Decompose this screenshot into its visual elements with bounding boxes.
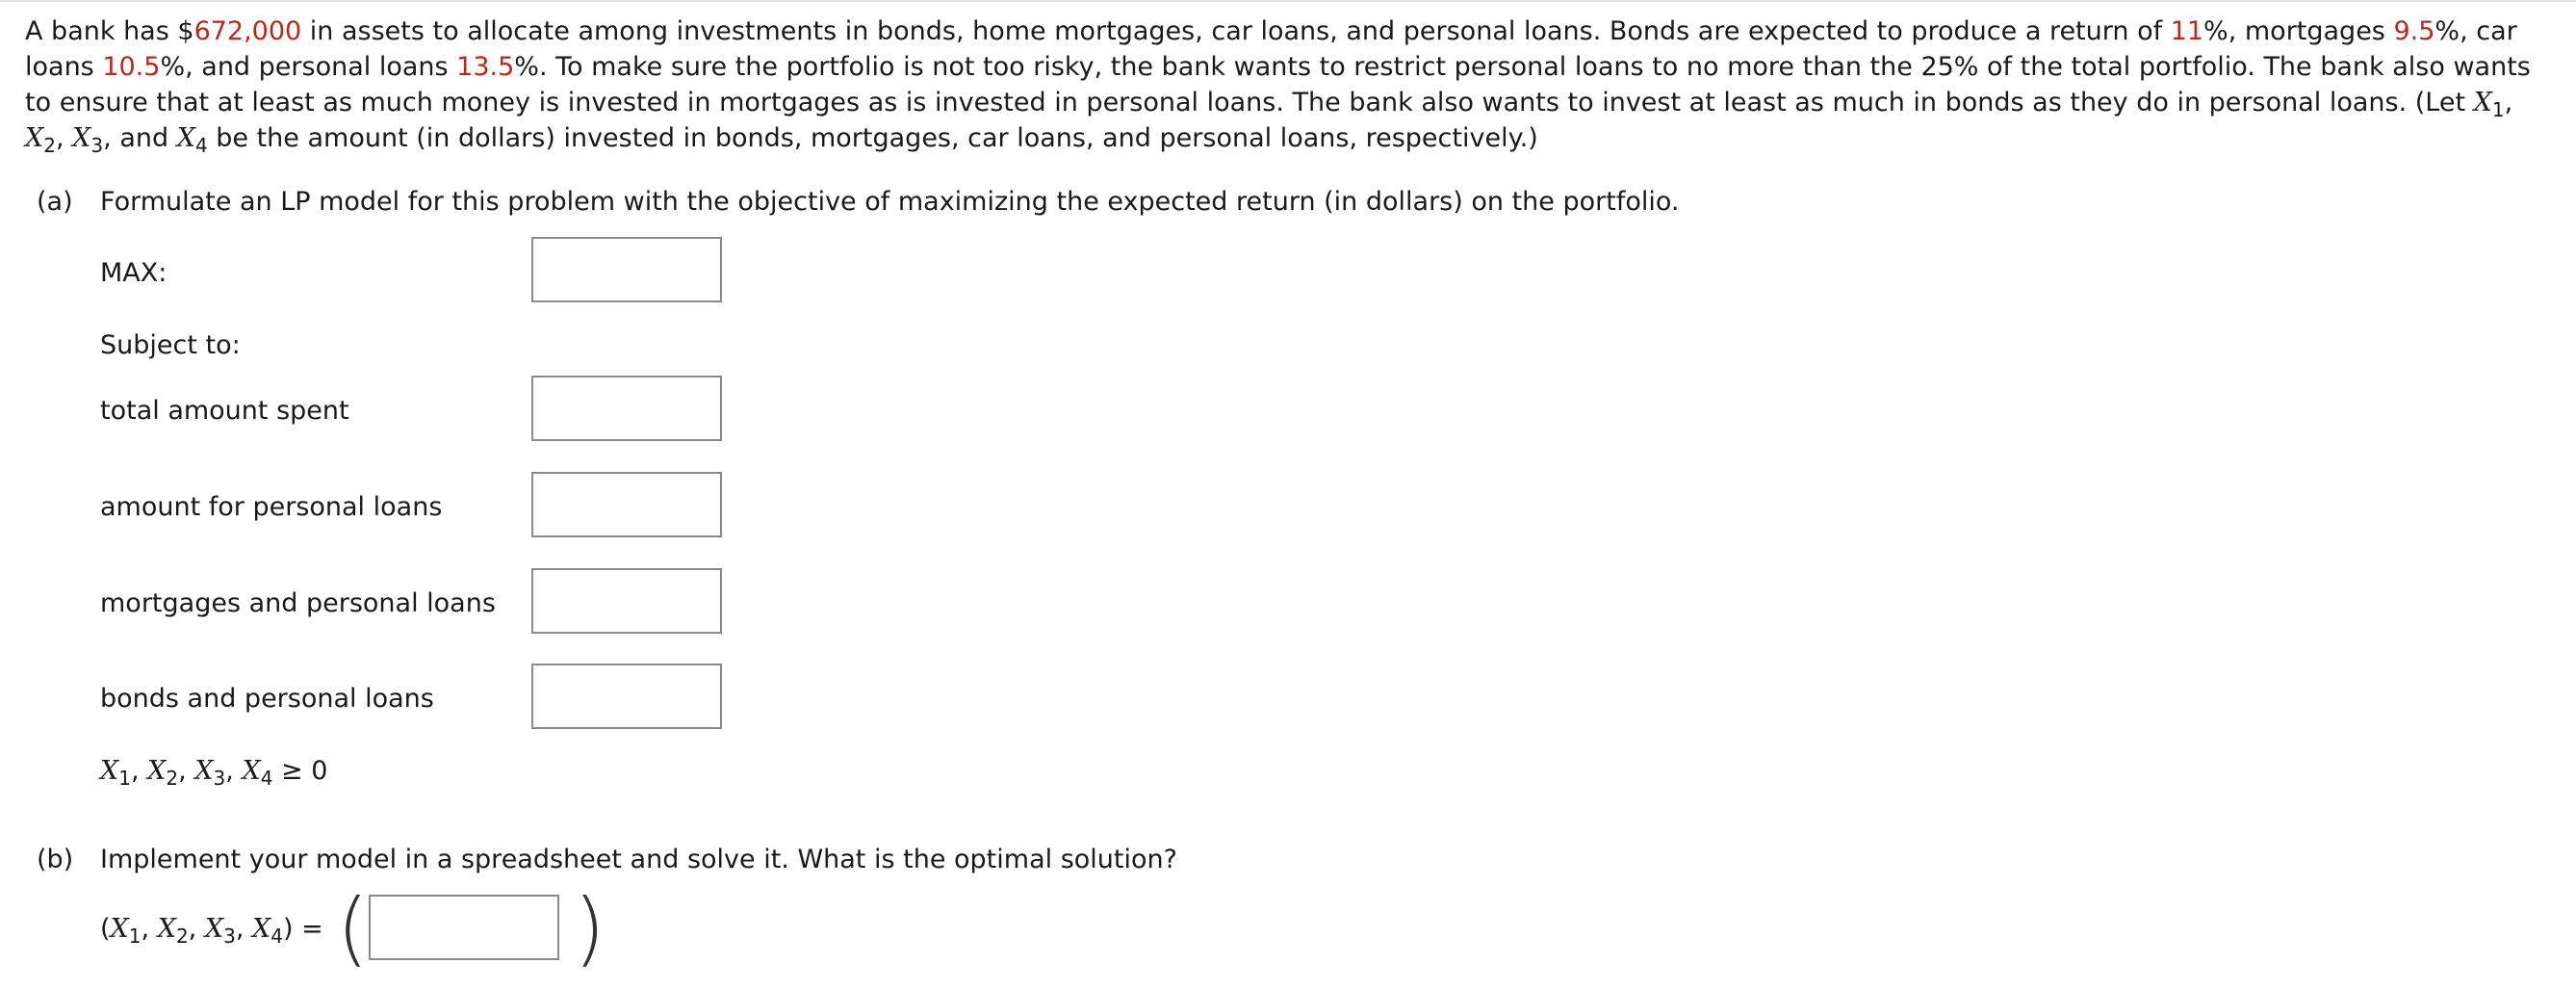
problem-text: in assets to allocate among investments in bonds, home mortgages, car loans, and personal loans. Bonds are expected to produce a return of xyxy=(301,16,2171,46)
var-x: X xyxy=(194,756,214,786)
comma: , xyxy=(141,914,150,944)
var-sub: 2 xyxy=(43,134,56,157)
var-x: X xyxy=(25,123,44,153)
problem-text: %, and personal loans xyxy=(160,52,457,82)
comma: , xyxy=(2504,88,2513,117)
comma: , xyxy=(130,756,140,786)
solution-vector-label xyxy=(100,913,323,946)
personal-rate-value: 13.5 xyxy=(456,52,515,82)
var-sub: 3 xyxy=(223,925,236,948)
max-label: MAX: xyxy=(100,258,167,288)
big-close-paren: ) xyxy=(574,881,605,976)
var-x: X xyxy=(176,123,195,153)
var-sub: 4 xyxy=(270,925,283,948)
solution-input[interactable] xyxy=(369,895,559,960)
var-x: X xyxy=(242,756,261,786)
part-a-letter: (a) xyxy=(37,187,73,217)
comma: , xyxy=(235,914,245,944)
close-paren: ) xyxy=(282,914,294,944)
var-x: X xyxy=(72,123,91,153)
problem-text: be the amount (in dollars) invested in bonds, mortgages, car loans, and personal loans, respectively.) xyxy=(207,123,1538,153)
var-x: X xyxy=(110,914,129,944)
nonneg-symbol: ≥ 0 xyxy=(281,756,328,786)
var-sub: 1 xyxy=(2491,98,2505,121)
big-open-paren: ( xyxy=(337,881,369,976)
problem-statement xyxy=(25,13,2557,156)
part-b-text: Implement your model in a spreadsheet and solve it. What is the optimal solution? xyxy=(100,845,1177,874)
objective-input[interactable] xyxy=(531,237,722,302)
comma: , xyxy=(225,756,234,786)
open-paren: ( xyxy=(100,914,111,944)
var-sub: 2 xyxy=(175,925,189,948)
var-sub: 1 xyxy=(118,767,131,790)
and-word: and xyxy=(119,123,169,153)
comma: , xyxy=(103,123,112,153)
mortgage-rate-value: 9.5 xyxy=(2393,16,2435,46)
comma: , xyxy=(188,914,197,944)
problem-text: A bank has $ xyxy=(25,16,194,46)
var-sub: 2 xyxy=(166,767,179,790)
comma: , xyxy=(55,123,64,153)
part-a-text: Formulate an LP model for this problem with the objective of maximizing the expected return (in dollars) on the portfolio. xyxy=(100,187,1680,217)
constraint-bonds-label: bonds and personal loans xyxy=(100,684,434,714)
var-sub: 3 xyxy=(90,134,104,157)
car-rate-value: 10.5 xyxy=(102,52,161,82)
problem-text: %. To make sure the portfolio is not too risky, the bank wants to restrict personal loans to no more than the 25% of the total portfolio. The bank also wants to ensure that at least as much money is invested in mortgages as is invested in personal loans. The bank also wants to invest at least as much in bonds as they do in personal loans. (Let xyxy=(25,52,2531,117)
comma: , xyxy=(178,756,187,786)
constraint-bonds-input[interactable] xyxy=(531,664,722,729)
var-x: X xyxy=(204,914,224,944)
var-x: X xyxy=(147,756,167,786)
var-x: X xyxy=(252,914,271,944)
nonnegativity-constraint xyxy=(100,755,327,788)
subject-to-label: Subject to: xyxy=(100,330,241,360)
top-divider xyxy=(0,0,2576,2)
var-x: X xyxy=(100,756,119,786)
var-x: X xyxy=(157,914,176,944)
var-sub: 4 xyxy=(194,134,208,157)
var-x: X xyxy=(2473,88,2492,117)
constraint-personal-label: amount for personal loans xyxy=(100,492,443,522)
var-sub: 3 xyxy=(213,767,226,790)
bonds-rate-value: 11 xyxy=(2170,16,2204,46)
assets-value: 672,000 xyxy=(193,16,302,46)
part-b-letter: (b) xyxy=(37,845,74,874)
equals-sign: = xyxy=(301,914,323,944)
constraint-mortgage-input[interactable] xyxy=(531,568,722,634)
constraint-mortgage-label: mortgages and personal loans xyxy=(100,588,496,618)
problem-text: %, mortgages xyxy=(2203,16,2394,46)
constraint-total-label: total amount spent xyxy=(100,396,349,426)
var-sub: 4 xyxy=(260,767,273,790)
constraint-total-input[interactable] xyxy=(531,376,722,441)
problem-text: %, car loans xyxy=(25,16,2517,82)
constraint-personal-input[interactable] xyxy=(531,472,722,537)
var-sub: 1 xyxy=(128,925,142,948)
